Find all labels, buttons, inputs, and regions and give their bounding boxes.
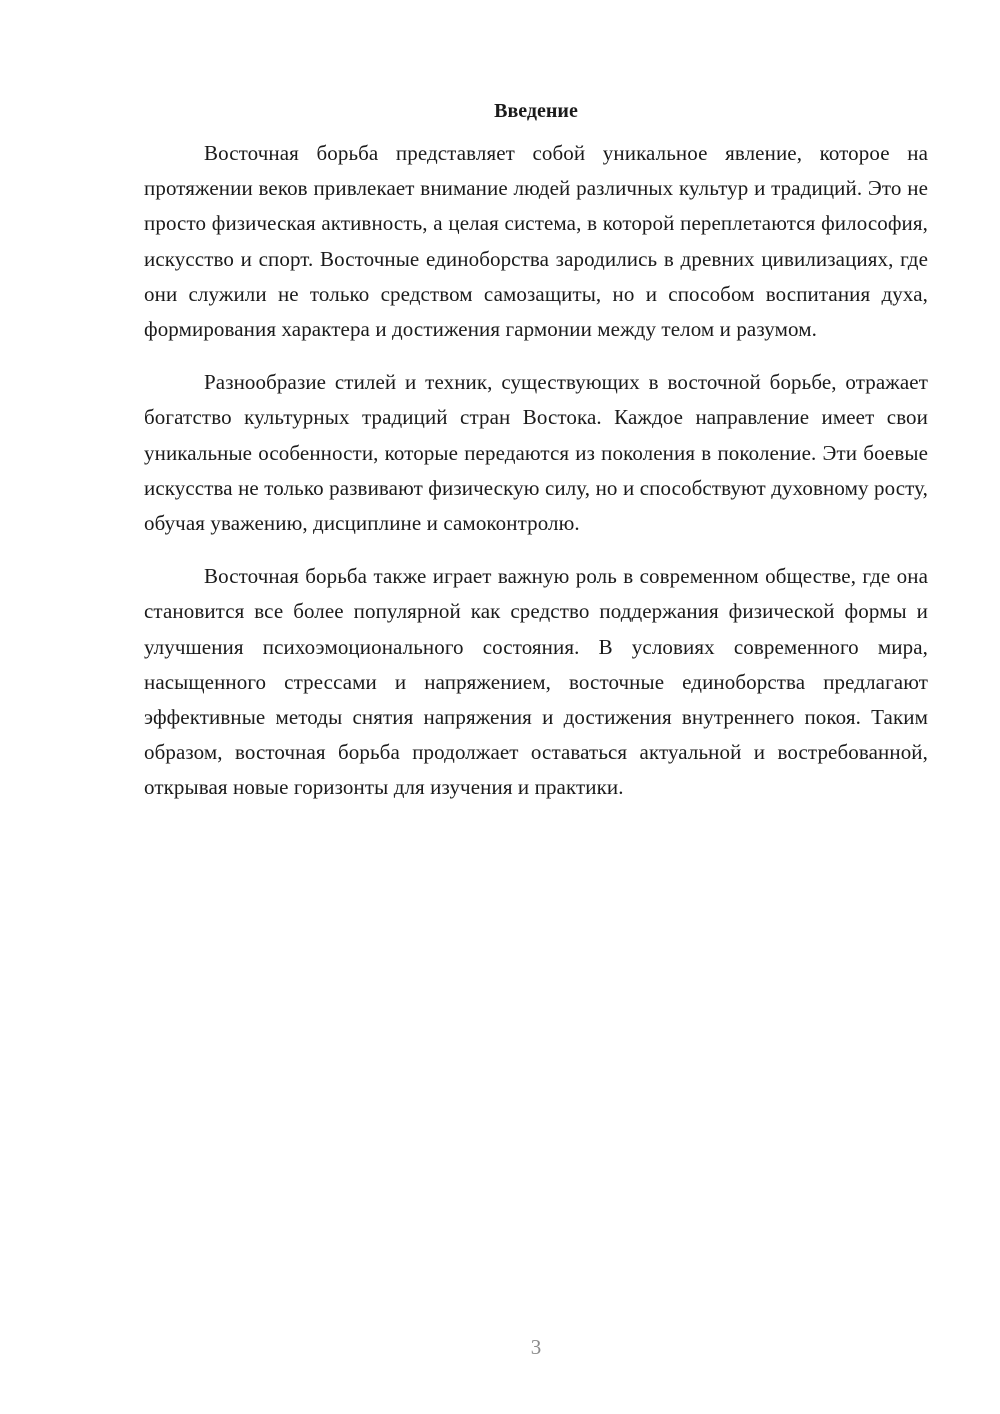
paragraph-3: Восточная борьба также играет важную роль в современном обществе, где она становится все более популярной как средство поддержания физической формы и улучшения психоэмоционального состояния. В условиях современного мира, насыщенного стрессами и напряжением, восточные единоборства предлагают эффективные методы снятия напряжения и достижения внутреннего покоя. Таким образом, восточная борьба продолжает оставаться актуальной и востребованной, открывая новые горизонты для изучения и практики. xyxy=(144,564,928,800)
paragraph-1: Восточная борьба представляет собой уникальное явление, которое на протяжении веков привлекает внимание людей различных культур и традиций. Это не просто физическая активность, а целая система, в которой переплетаются философия, искусство и спорт. Восточные единоборства зародились в древних цивилизациях, где они служили не только средством самозащиты, но и способом воспитания духа, формирования характера и достижения гармонии между телом и разумом. xyxy=(144,141,928,342)
page-title: Введение xyxy=(494,100,578,122)
page-content xyxy=(144,96,928,824)
paragraph-2: Разнообразие стилей и техник, существующих в восточной борьбе, отражает богатство культурных традиций стран Востока. Каждое направление имеет свои уникальные особенности, которые передаются из поколения в поколение. Эти боевые искусства не только развивают физическую силу, но и способствуют духовному росту, обучая уважению, дисциплине и самоконтролю. xyxy=(144,370,928,536)
page-number: 3 xyxy=(530,1335,542,1359)
